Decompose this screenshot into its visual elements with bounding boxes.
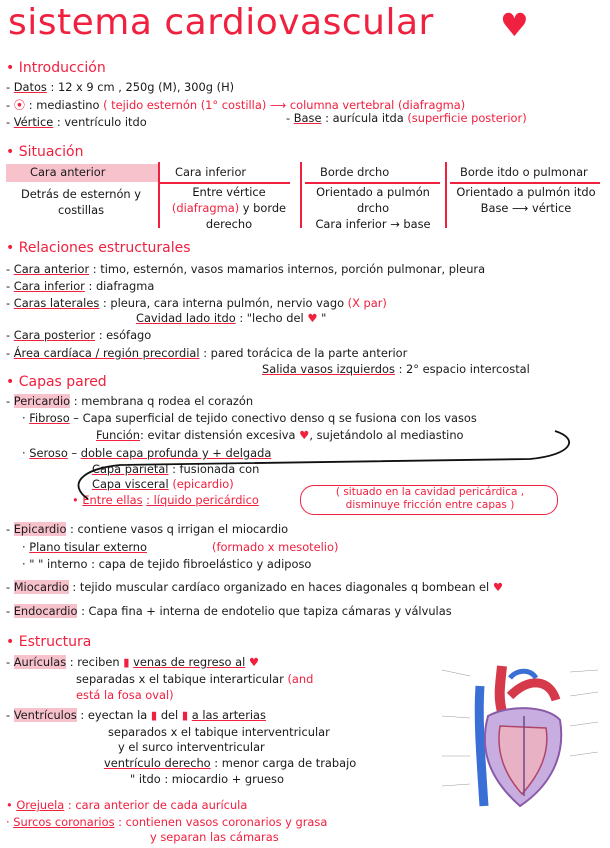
ventriculos-line3: y el surco interventricular (118, 740, 265, 754)
col-body-3: Orientado a pulmón drcho Cara inferior → base (315, 185, 431, 231)
funcion-line: Función: evitar distensión excesiva ♥, sujetándolo al mediastino (96, 428, 464, 442)
col-header-1: Cara anterior (30, 165, 106, 179)
vi-line: " itdo : miocardio + grueso (130, 772, 284, 786)
location-pin-icon: ⦿ (13, 98, 26, 112)
endocardio-line: - Endocardio : Capa fina + interna de endotelio que tapiza cámaras y válvulas (6, 604, 452, 618)
relaciones-heading: • Relaciones estructurales (6, 240, 191, 256)
base-line: - Base : aurícula itda (superficie posterior) (286, 111, 527, 125)
epicardio-line: - Epicardio : contiene vasos q irrigan el miocardio (6, 522, 289, 536)
miocardio-line: - Miocardio : tejido muscular cardíaco organizado en haces diagonales q bombean el ♥ (6, 580, 504, 594)
rel-item-6: - Área cardíaca / región precordial : pared torácica de la parte anterior (6, 346, 408, 360)
pericardio-line: - Pericardio : membrana q rodea el corazón (6, 394, 254, 408)
auriculas-line2: separadas x el tabique interarticular (and (76, 672, 314, 686)
auriculas-line: - Aurículas : reciben ▮ venas de regreso al ♥ (6, 655, 260, 669)
auriculas-line3: está la fosa oval) (76, 688, 174, 702)
plano-line: · Plano tisular externo (22, 540, 147, 554)
rel-item-2: - Cara inferior : diafragma (6, 279, 155, 293)
rel-item-7: Salida vasos izquierdos : 2° espacio intercostal (262, 362, 530, 376)
col-header-4: Borde itdo o pulmonar (460, 165, 588, 179)
col-body-4: Orientado a pulmón itdo Base ⟶ vértice (456, 185, 596, 215)
visceral-line: Capa visceral (epicardio) (92, 477, 234, 491)
rel-item-1: - Cara anterior : timo, esternón, vasos mamarios internos, porción pulmonar, pleura (6, 262, 486, 276)
location-line: - ⦿ : mediastino ( tejido esternón (1° costilla) ⟶ columna vertebral (diafragma) (6, 98, 466, 112)
page-title: sistema cardiovascular (8, 2, 434, 43)
entre-line: • Entre ellas : líquido pericárdico (72, 493, 259, 507)
curve-arrow (60, 425, 575, 505)
heart-anatomy-image (440, 656, 600, 822)
parietal-line: Capa parietal : fusionada con (92, 462, 260, 476)
interno-line: · " " interno : capa de tejido fibroelástico y adiposo (22, 557, 312, 571)
rel-item-3: - Caras laterales : pleura, cara interna pulmón, nervio vago (X par) (6, 296, 387, 310)
surcos-line: · Surcos coronarios : contienen vasos coronarios y grasa (6, 815, 328, 829)
surcos-line2: y separan las cámaras (150, 830, 279, 844)
ventriculos-line: - Ventrículos : eyectan la ▮ del ▮ a las arterias (6, 708, 266, 722)
col-body-1: Detrás de esternón y costillas (21, 187, 141, 217)
plano-note: (formado x mesotelio) (212, 540, 339, 554)
capas-heading: • Capas pared (6, 374, 107, 390)
vd-line: ventrículo derecho : menor carga de trabajo (104, 756, 357, 770)
orejuela-line: • Orejuela : cara anterior de cada aurícula (6, 798, 248, 812)
entre-note: ( situado en la cavidad pericárdica , disminuye fricción entre capas ) (335, 486, 525, 511)
estructura-heading: • Estructura (6, 634, 92, 650)
vertice-line: - Vértice : ventrículo itdo (6, 115, 147, 129)
col-header-3: Borde drcho (320, 165, 390, 179)
heart-icon: ♥ (500, 6, 529, 44)
rel-item-4: Cavidad lado itdo : "lecho del ♥ " (136, 311, 327, 325)
intro-heading: • Introducción (6, 60, 106, 76)
seroso-line: · Seroso – doble capa profunda y + delgada (22, 446, 272, 460)
datos-line: - Datos : 12 x 9 cm , 250g (M), 300g (H) (6, 80, 235, 94)
col-body-2: Entre vértice (diafragma) y borde derecho (171, 185, 287, 231)
rel-item-5: - Cara posterior : esófago (6, 328, 152, 342)
ventriculos-line2: separados x el tabique interventricular (108, 725, 330, 739)
col-header-2: Cara inferior (175, 165, 247, 179)
situacion-heading: • Situación (6, 144, 84, 160)
fibroso-line: · Fibroso – Capa superficial de tejido conectivo denso q se fusiona con los vasos (22, 411, 477, 425)
